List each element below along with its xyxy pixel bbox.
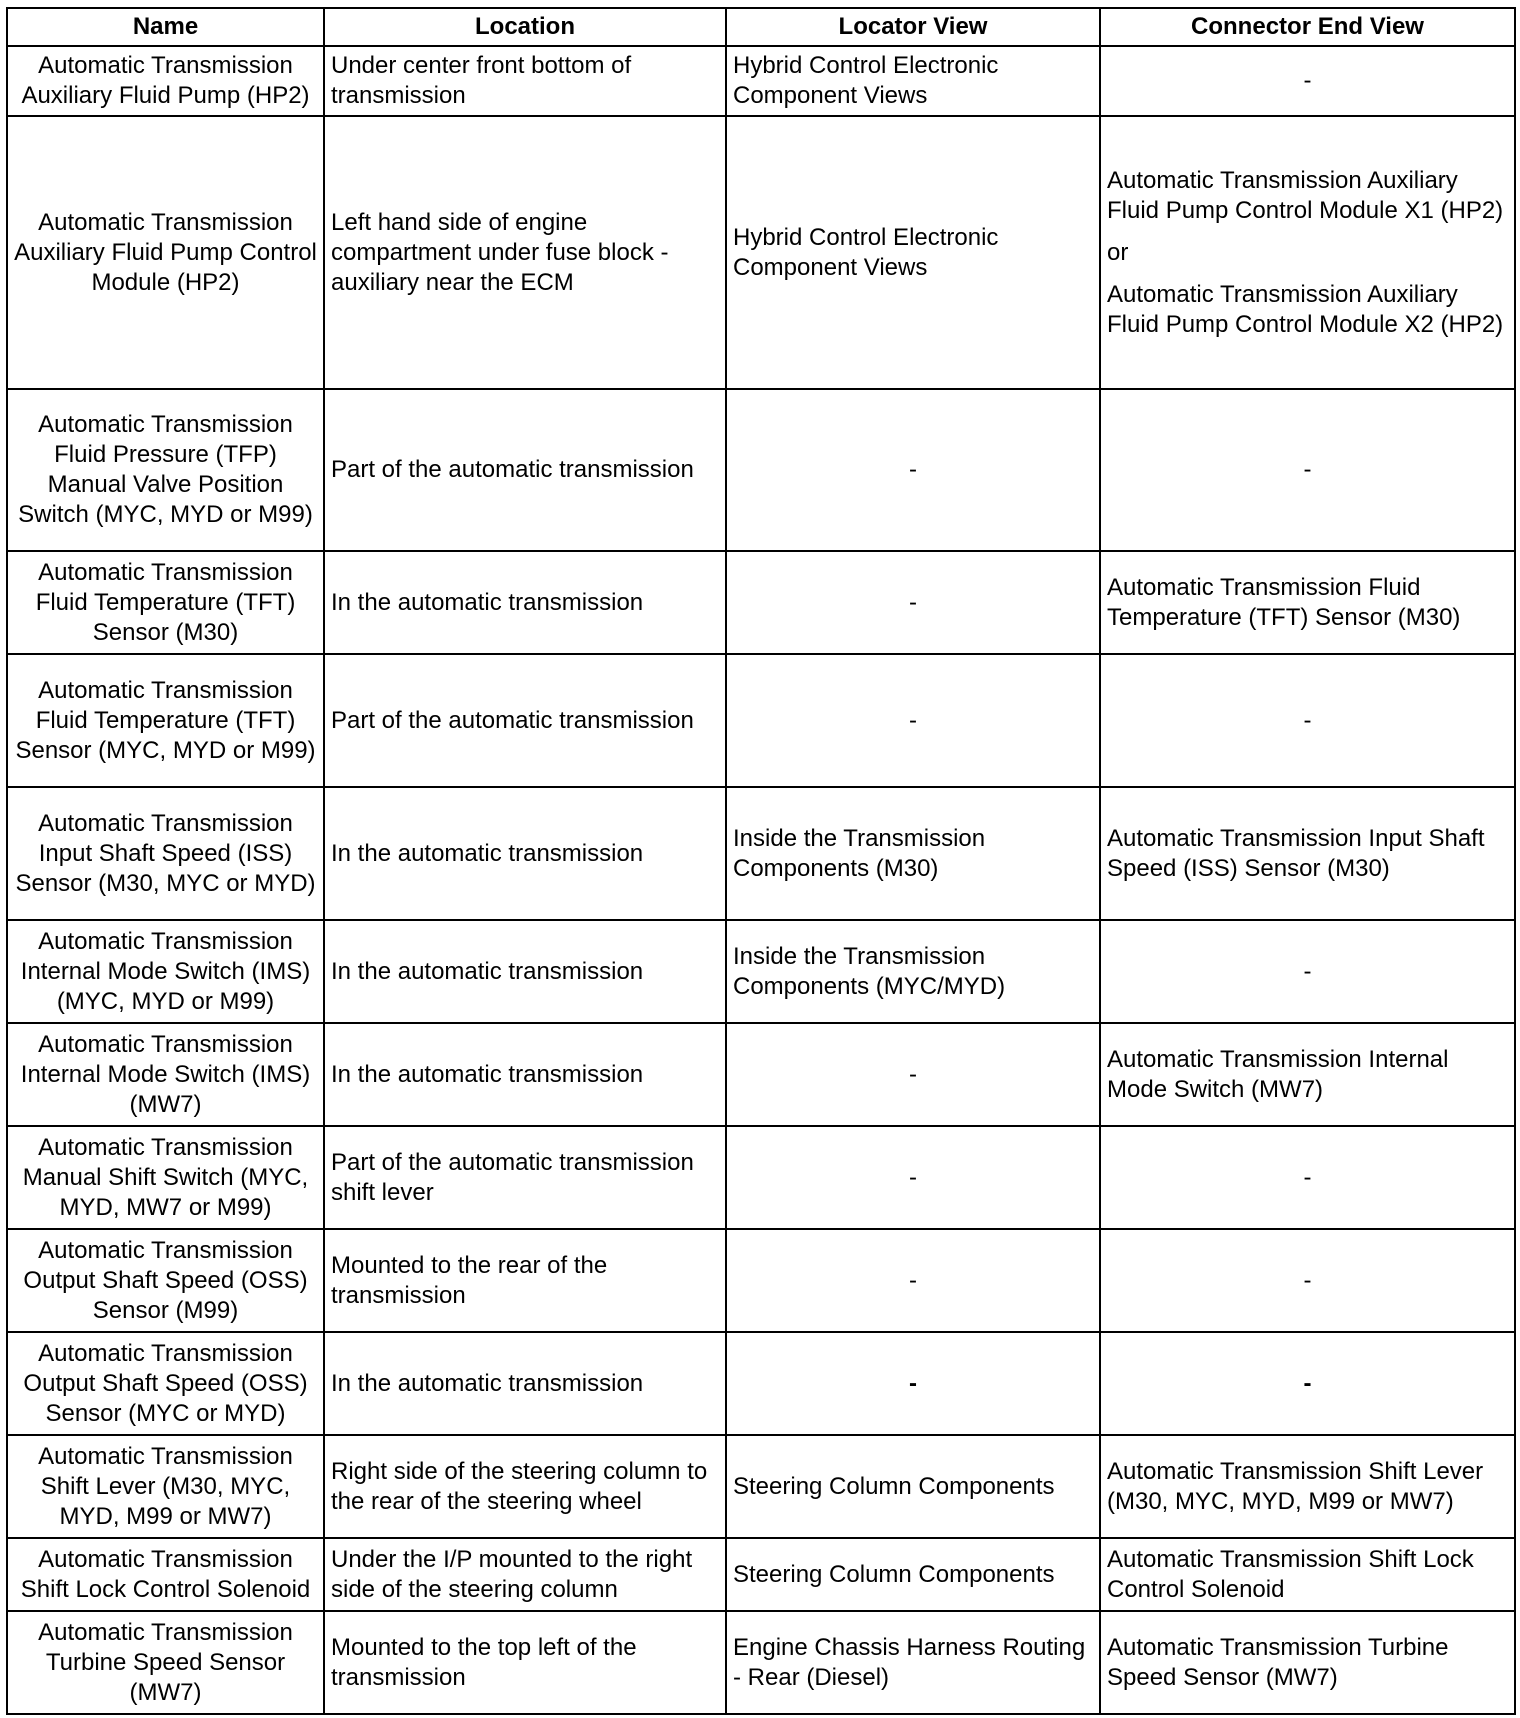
cell-locator-view: -	[726, 1332, 1100, 1435]
connector-or-separator: or	[1107, 238, 1129, 266]
table-row	[7, 551, 1515, 654]
table-row	[7, 46, 1515, 116]
table-row	[7, 1126, 1515, 1229]
table-row	[7, 116, 1515, 389]
table-row	[7, 920, 1515, 1023]
table-header	[7, 8, 1515, 46]
cell-name: Automatic Transmission Fluid Temperature (TFT) Sensor (M30)	[7, 551, 324, 654]
cell-locator-view: Hybrid Control Electronic Component Views	[726, 46, 1100, 116]
cell-name: Automatic Transmission Fluid Pressure (TFP) Manual Valve Position Switch (MYC, MYD or M99)	[7, 389, 324, 551]
cell-name: Automatic Transmission Turbine Speed Sensor (MW7)	[7, 1611, 324, 1714]
cell-location: Under the I/P mounted to the right side of the steering column	[324, 1538, 726, 1611]
cell-connector-end-view: -	[1100, 389, 1515, 551]
cell-location: Part of the automatic transmission shift lever	[324, 1126, 726, 1229]
cell-locator-view: Inside the Transmission Components (MYC/MYD)	[726, 920, 1100, 1023]
cell-name: Automatic Transmission Shift Lock Control Solenoid	[7, 1538, 324, 1611]
cell-name: Automatic Transmission Input Shaft Speed (ISS) Sensor (M30, MYC or MYD)	[7, 787, 324, 920]
cell-locator-view: Steering Column Components	[726, 1435, 1100, 1538]
cell-locator-view: Engine Chassis Harness Routing - Rear (Diesel)	[726, 1611, 1100, 1714]
header-location: Location	[324, 8, 726, 46]
table-row	[7, 1229, 1515, 1332]
cell-connector-end-view: Automatic Transmission Fluid Temperature (TFT) Sensor (M30)	[1100, 551, 1515, 654]
table-row	[7, 654, 1515, 787]
cell-location: Mounted to the top left of the transmission	[324, 1611, 726, 1714]
cell-location: Under center front bottom of transmission	[324, 46, 726, 116]
cell-connector-end-view: -	[1100, 46, 1515, 116]
cell-location: In the automatic transmission	[324, 1332, 726, 1435]
cell-connector-end-view: -	[1100, 920, 1515, 1023]
table-row	[7, 1332, 1515, 1435]
cell-name: Automatic Transmission Output Shaft Speed (OSS) Sensor (M99)	[7, 1229, 324, 1332]
cell-location: Part of the automatic transmission	[324, 654, 726, 787]
cell-location: In the automatic transmission	[324, 920, 726, 1023]
cell-connector-end-view: Automatic Transmission Shift Lever (M30, MYC, MYD, M99 or MW7)	[1100, 1435, 1515, 1538]
cell-location: Part of the automatic transmission	[324, 389, 726, 551]
table-row	[7, 389, 1515, 551]
table-row	[7, 1611, 1515, 1714]
connector-option-x1: Automatic Transmission Auxiliary Fluid Pump Control Module X1 (HP2)	[1107, 166, 1504, 224]
connector-option-x2: Automatic Transmission Auxiliary Fluid Pump Control Module X2 (HP2)	[1107, 280, 1504, 338]
cell-locator-view: -	[726, 389, 1100, 551]
cell-locator-view: -	[726, 1126, 1100, 1229]
cell-locator-view: Hybrid Control Electronic Component Views	[726, 116, 1100, 389]
header-row	[7, 8, 1515, 46]
cell-connector-end-view: -	[1100, 1229, 1515, 1332]
cell-name: Automatic Transmission Internal Mode Switch (IMS) (MYC, MYD or M99)	[7, 920, 324, 1023]
cell-locator-view: -	[726, 1229, 1100, 1332]
cell-locator-view: -	[726, 654, 1100, 787]
cell-location: Mounted to the rear of the transmission	[324, 1229, 726, 1332]
cell-connector-end-view: Automatic Transmission Internal Mode Switch (MW7)	[1100, 1023, 1515, 1126]
table-row	[7, 1435, 1515, 1538]
cell-connector-end-view: -	[1100, 1332, 1515, 1435]
cell-connector-end-view: Automatic Transmission Shift Lock Control Solenoid	[1100, 1538, 1515, 1611]
cell-name: Automatic Transmission Internal Mode Switch (IMS) (MW7)	[7, 1023, 324, 1126]
cell-name: Automatic Transmission Manual Shift Switch (MYC, MYD, MW7 or M99)	[7, 1126, 324, 1229]
table-row	[7, 787, 1515, 920]
cell-connector-end-view	[1100, 116, 1515, 389]
cell-name: Automatic Transmission Output Shaft Speed (OSS) Sensor (MYC or MYD)	[7, 1332, 324, 1435]
cell-connector-end-view: Automatic Transmission Input Shaft Speed (ISS) Sensor (M30)	[1100, 787, 1515, 920]
cell-name: Automatic Transmission Shift Lever (M30, MYC, MYD, M99 or MW7)	[7, 1435, 324, 1538]
cell-locator-view: -	[726, 551, 1100, 654]
cell-locator-view: -	[726, 1023, 1100, 1126]
cell-name: Automatic Transmission Auxiliary Fluid Pump (HP2)	[7, 46, 324, 116]
cell-connector-end-view: -	[1100, 654, 1515, 787]
cell-location: Left hand side of engine compartment under fuse block - auxiliary near the ECM	[324, 116, 726, 389]
table-row	[7, 1538, 1515, 1611]
cell-locator-view: Steering Column Components	[726, 1538, 1100, 1611]
cell-location: In the automatic transmission	[324, 1023, 726, 1126]
table-row	[7, 1023, 1515, 1126]
table-body	[7, 46, 1515, 1714]
cell-location: Right side of the steering column to the rear of the steering wheel	[324, 1435, 726, 1538]
cell-locator-view: Inside the Transmission Components (M30)	[726, 787, 1100, 920]
cell-connector-end-view: -	[1100, 1126, 1515, 1229]
cell-name: Automatic Transmission Auxiliary Fluid Pump Control Module (HP2)	[7, 116, 324, 389]
header-locator-view: Locator View	[726, 8, 1100, 46]
cell-name: Automatic Transmission Fluid Temperature (TFT) Sensor (MYC, MYD or M99)	[7, 654, 324, 787]
header-name: Name	[7, 8, 324, 46]
cell-location: In the automatic transmission	[324, 787, 726, 920]
component-locator-table	[6, 7, 1516, 1715]
cell-location: In the automatic transmission	[324, 551, 726, 654]
header-connector-end-view: Connector End View	[1100, 8, 1515, 46]
cell-connector-end-view: Automatic Transmission Turbine Speed Sensor (MW7)	[1100, 1611, 1515, 1714]
